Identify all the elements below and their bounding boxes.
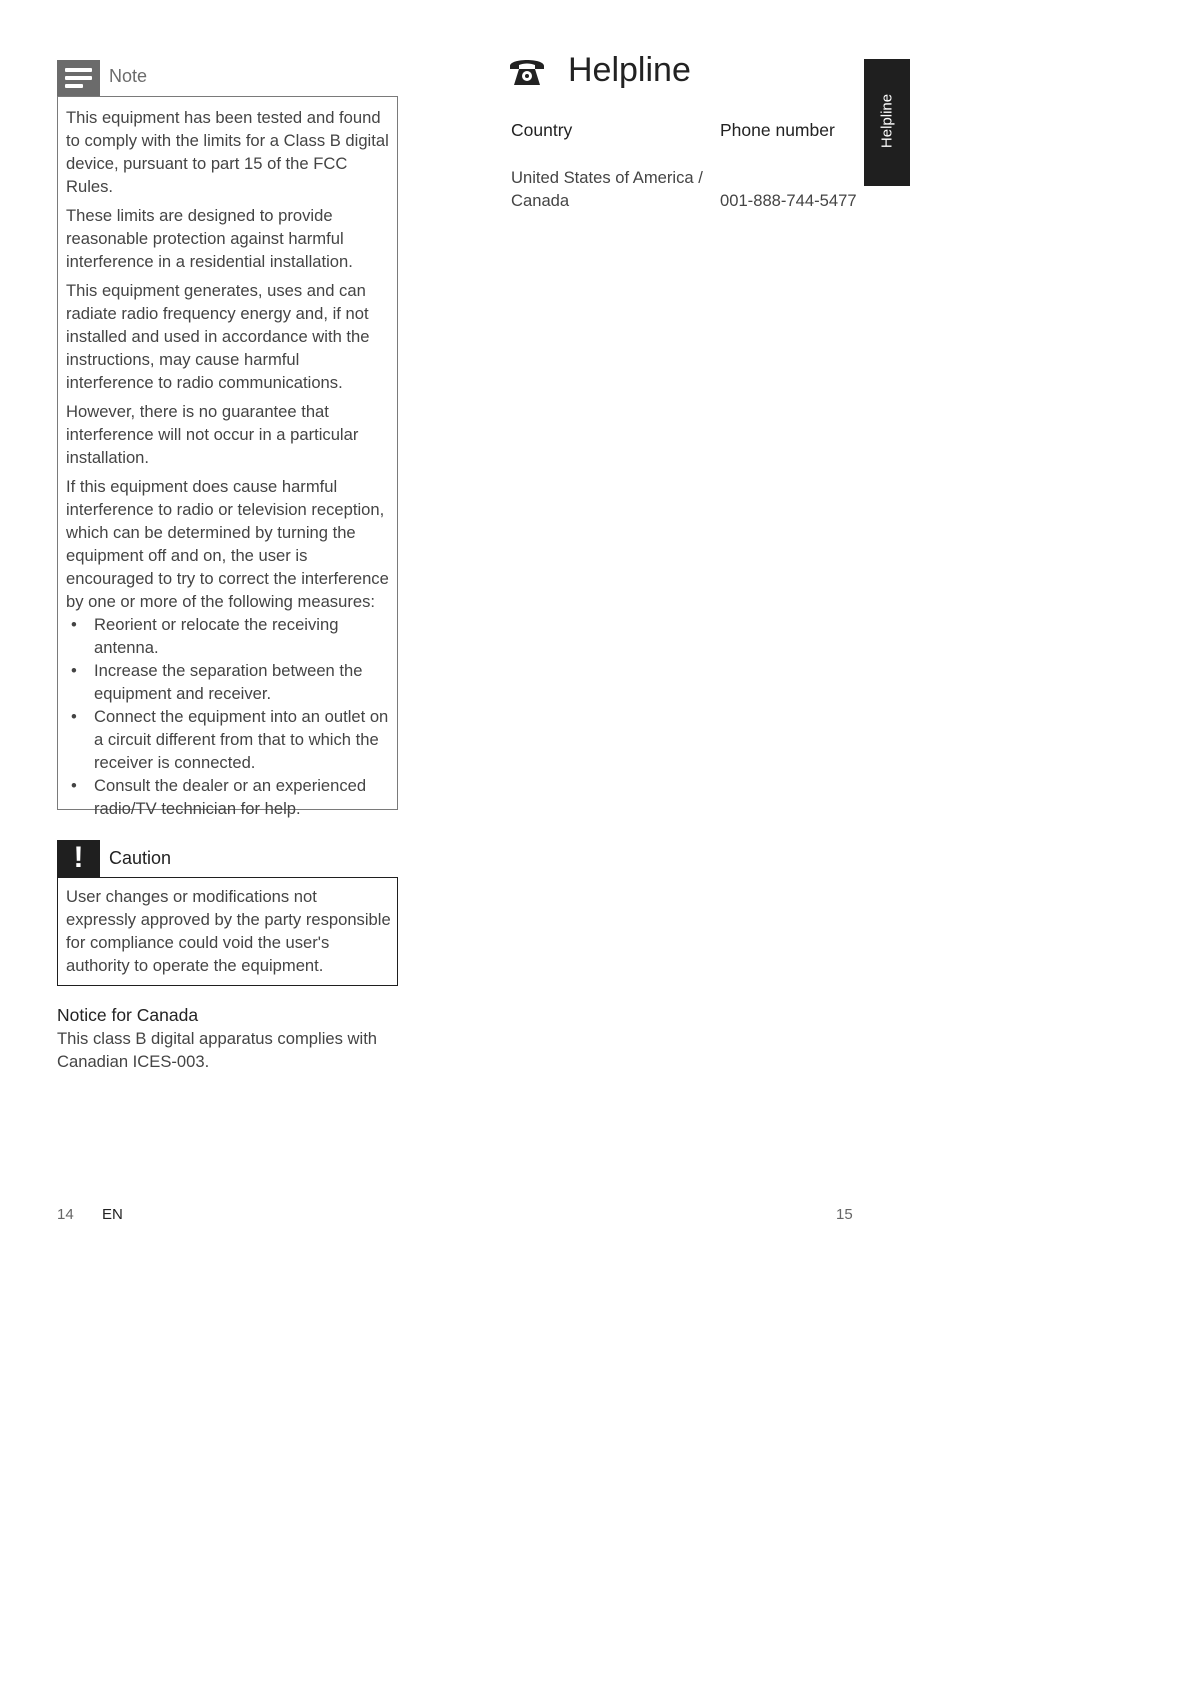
list-item-text: Reorient or relocate the receiving antenna. — [94, 615, 339, 657]
caution-box — [57, 877, 398, 986]
caution-label: Caution — [109, 848, 172, 868]
table-cell-country: United States of America / Canada — [511, 168, 703, 210]
note-paragraph: However, there is no guarantee that interference will not occur in a particular installation. — [66, 402, 359, 467]
page-title: Helpline — [568, 51, 691, 89]
language-code: EN — [102, 1206, 123, 1223]
telephone-icon — [508, 54, 546, 88]
note-box — [57, 96, 398, 818]
note-icon — [57, 60, 100, 96]
page-number-right: 15 — [836, 1206, 853, 1223]
page-number-left: 14 — [57, 1206, 74, 1223]
column-header-phone: Phone number — [720, 120, 835, 140]
table-cell-phone: 001-888-744-5477 — [720, 191, 857, 210]
list-item: • Consult the dealer or an experienced radio/TV technician for help. — [71, 776, 367, 818]
list-item-text: Consult the dealer or an experienced radio/TV technician for help. — [94, 776, 367, 818]
list-item: • Reorient or relocate the receiving antenna. — [71, 615, 339, 657]
note-label: Note — [109, 66, 148, 86]
list-item: • Increase the separation between the equipment and receiver. — [71, 661, 363, 703]
column-header-country: Country — [511, 120, 573, 140]
side-tab-label: Helpline — [878, 93, 896, 149]
caution-icon: ! — [57, 840, 100, 877]
section-side-tab — [864, 59, 910, 186]
list-item-text: Increase the separation between the equipment and receiver. — [94, 661, 363, 703]
note-paragraph: If this equipment does cause harmful interference to radio or television reception, which can be determined by turning the equipment off and on, the user is encouraged to try to correct the interference by one or more of the following measures: — [66, 477, 389, 611]
canada-text: This class B digital apparatus complies with Canadian ICES-003. — [57, 1029, 378, 1071]
list-item-text: Connect the equipment into an outlet on a circuit different from that to which the receiver is connected. — [94, 707, 389, 772]
list-item: • Connect the equipment into an outlet on a circuit different from that to which the receiver is connected. — [71, 707, 389, 772]
note-paragraph: These limits are designed to provide reasonable protection against harmful interference in a residential installation. — [66, 206, 353, 271]
note-paragraph: This equipment has been tested and found to comply with the limits for a Class B digital device, pursuant to part 15 of the FCC Rules. — [66, 108, 389, 196]
measures-list — [66, 613, 391, 820]
note-paragraph: This equipment generates, uses and can radiate radio frequency energy and, if not installed and used in accordance with the instructions, may cause harmful interference to radio communications. — [66, 281, 370, 392]
canada-heading: Notice for Canada — [57, 1005, 199, 1025]
caution-text: User changes or modifications not expressly approved by the party responsible for compliance could void the user's authority to operate the equipment. — [66, 887, 391, 975]
